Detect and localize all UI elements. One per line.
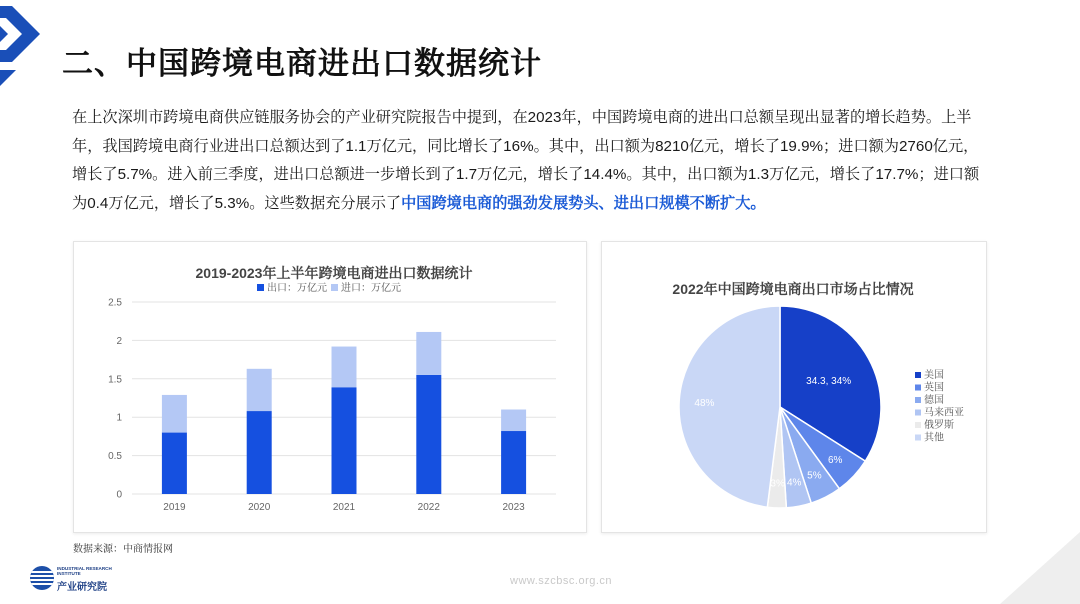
legend-label-export: 出口：万亿元 <box>267 283 327 294</box>
legend-label: 其他 <box>924 432 944 444</box>
bar-export-2020 <box>247 411 272 494</box>
legend-label: 俄罗斯 <box>924 420 954 431</box>
pie-chart-panel <box>601 241 987 533</box>
x-tick-label: 2019 <box>163 502 186 513</box>
y-tick-label: 2 <box>116 335 122 347</box>
x-tick-label: 2023 <box>502 502 525 513</box>
bar-export-2019 <box>162 433 187 494</box>
legend-swatch <box>915 410 921 416</box>
bar-import-2023 <box>501 410 526 432</box>
legend-swatch <box>915 397 921 403</box>
y-tick-label: 0.5 <box>108 451 122 463</box>
legend-swatch-export <box>257 284 264 291</box>
logo-english-text: INDUSTRIAL RESEARCH INSTITUTE <box>57 566 112 576</box>
y-tick-label: 1.5 <box>108 374 122 386</box>
pie-data-label: 3% <box>770 478 785 490</box>
bar-export-2023 <box>501 431 526 494</box>
pie-chart <box>602 242 986 532</box>
legend-swatch <box>915 372 921 378</box>
legend-swatch <box>915 435 921 441</box>
legend-swatch-import <box>331 284 338 291</box>
institute-logo-icon <box>30 566 54 590</box>
pie-data-label: 5% <box>807 470 822 482</box>
legend-label-import: 进口：万亿元 <box>341 283 401 294</box>
legend-label: 美国 <box>924 370 944 381</box>
y-tick-label: 2.5 <box>108 297 122 309</box>
bar-import-2021 <box>332 347 357 388</box>
data-source: 数据来源：中商情报网 <box>73 544 173 555</box>
pie-data-label: 34.3, 34% <box>806 376 852 388</box>
corner-decoration <box>940 524 1080 604</box>
logo-chinese-text: 产业研究院 <box>57 582 107 593</box>
pie-legend <box>915 368 964 444</box>
legend-label: 德国 <box>924 395 944 406</box>
intro-text: 在上次深圳市跨境电商供应链服务协会的产业研究院报告中提到，在2023年，中国跨境电商的进出口总额呈现出显著的增长趋势。上半年，我国跨境电商行业进出口总额达到了1.1万亿元，同比增长了16%。其中，出口额为8210亿元，增长了19.9%；进口额为2760亿元，增长了5.7%。进入前三季度，进出口总额进一步增长到了1.7万亿元，增长了14.4%。其中，出口额为1.3万亿元，增长了17.7%；进口额为0.4万亿元，增长了5.3%。这些数据充分展示了 <box>72 109 980 212</box>
bar-marks <box>162 332 526 494</box>
legend-label: 马来西亚 <box>924 407 964 419</box>
bar-export-2022 <box>416 375 441 494</box>
bar-y-ticks <box>108 298 122 501</box>
y-tick-label: 0 <box>116 489 122 501</box>
x-tick-label: 2022 <box>417 502 440 513</box>
intro-paragraph <box>72 104 988 218</box>
bar-import-2020 <box>247 369 272 411</box>
page-title: 二、中国跨境电商进出口数据统计 <box>62 46 542 81</box>
accent-chevron-shape <box>0 0 50 100</box>
x-tick-label: 2020 <box>248 502 271 513</box>
bar-chart-title: 2019-2023年上半年跨境电商进出口数据统计 <box>195 265 473 281</box>
bar-chart-panel <box>73 241 587 533</box>
pie-data-label: 6% <box>827 454 843 466</box>
intro-highlight: 中国跨境电商的强劲发展势头、进出口规模不断扩大。 <box>401 194 766 212</box>
pie-data-label: 48% <box>694 398 715 410</box>
legend-label: 英国 <box>924 382 944 394</box>
footer-url: www.szcbsc.org.cn <box>510 575 613 587</box>
legend-swatch <box>915 422 921 428</box>
bar-import-2019 <box>162 395 187 433</box>
pie-data-label: 4% <box>786 477 802 489</box>
y-tick-label: 1 <box>116 412 122 424</box>
legend-swatch <box>915 385 921 391</box>
bar-export-2021 <box>332 387 357 494</box>
bar-chart <box>74 242 586 532</box>
x-tick-label: 2021 <box>332 502 356 513</box>
pie-chart-title: 2022年中国跨境电商出口市场占比情况 <box>672 281 914 297</box>
bar-x-labels <box>163 502 525 513</box>
bar-import-2022 <box>416 332 441 375</box>
